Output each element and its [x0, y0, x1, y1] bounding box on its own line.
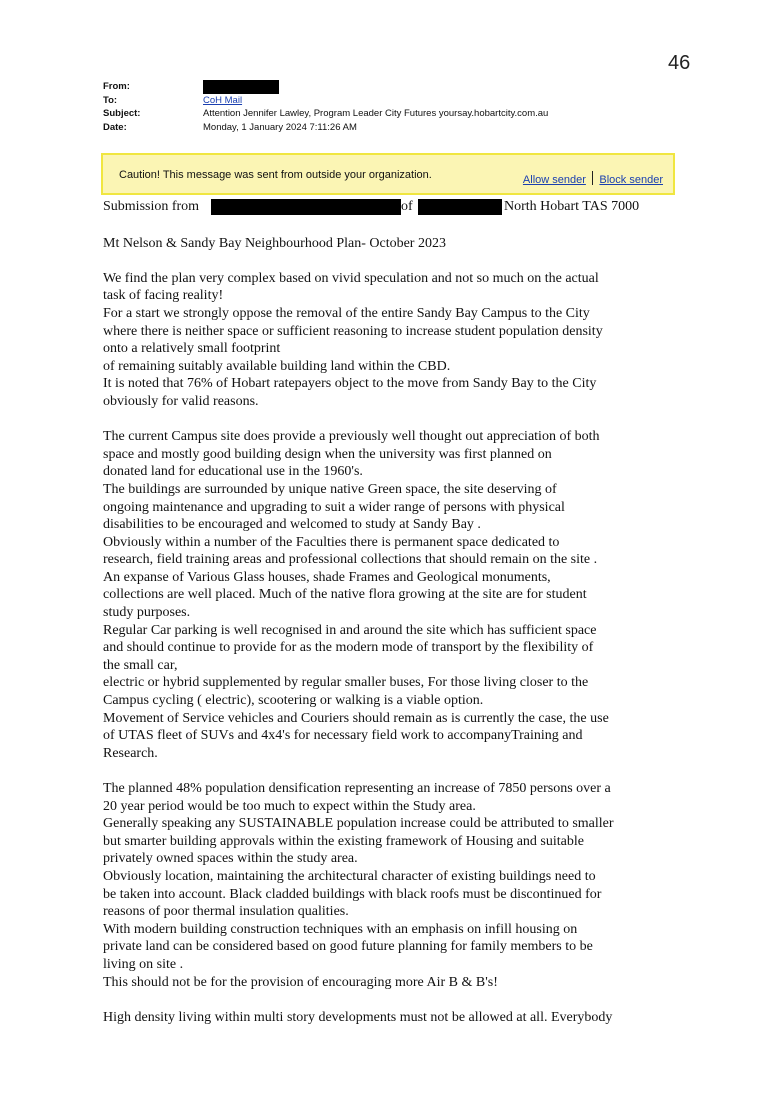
body-line: the small car, — [103, 657, 178, 673]
body-line: For a start we strongly oppose the removal of the entire Sandy Bay Campus to the City — [103, 305, 590, 321]
body-line: An expanse of Various Glass houses, shade Frames and Geological monuments, — [103, 569, 551, 585]
body-line: donated land for educational use in the 1960's. — [103, 464, 363, 480]
date-label: Date: — [103, 121, 127, 133]
body-paragraphs — [103, 270, 693, 1027]
caution-actions — [523, 171, 663, 186]
body-line: but smarter building approvals within the existing framework of Housing and suitable — [103, 833, 584, 849]
page-number: 46 — [668, 52, 691, 74]
body-line: onto a relatively small footprint — [103, 341, 281, 357]
redacted-sender — [203, 80, 279, 94]
body-line: The current Campus site does provide a previously well thought out appreciation of both — [103, 429, 600, 445]
to-recipient-link[interactable]: CoH Mail — [203, 94, 243, 106]
spacer — [103, 217, 693, 235]
body-line: be taken into account. Black cladded buildings with black roofs must be discontinued for — [103, 886, 602, 902]
to-label: To: — [103, 94, 118, 106]
paragraph-gap — [103, 762, 693, 780]
body-line: where there is neither space or sufficient reasoning to increase student population density — [103, 323, 603, 339]
body-line: reasons of poor thermal insulation qualities. — [103, 904, 349, 920]
body-line: High density living within multi story developments must not be allowed at all. Everybody — [103, 1009, 613, 1025]
body-line: of remaining suitably available building land within the CBD. — [103, 358, 451, 374]
body-line: private land can be considered based on good future planning for family members to be — [103, 939, 593, 955]
body-line: obviously for valid reasons. — [103, 393, 259, 409]
submission-line — [103, 197, 693, 217]
submission-of: of — [401, 199, 413, 214]
body-line: collections are well placed. Much of the native flora growing at the site are for student — [103, 587, 587, 603]
body-line: Obviously location, maintaining the architectural character of existing buildings need to — [103, 868, 596, 884]
body-line: study purposes. — [103, 605, 191, 621]
body-line: Movement of Service vehicles and Couriers should remain as is currently the case, the use — [103, 710, 609, 726]
redacted-address — [418, 199, 502, 215]
body-line: electric or hybrid supplemented by regular smaller buses, For those living closer to the — [103, 675, 589, 691]
submission-suburb: North Hobart TAS 7000 — [504, 199, 640, 214]
subject-value: Attention Jennifer Lawley, Program Leader City Futures yoursay.hobartcity.com.au — [203, 108, 549, 119]
body-line: living on site . — [103, 956, 184, 972]
caution-message: Caution! This message was sent from outside your organization. — [119, 169, 432, 181]
caution-banner — [101, 153, 675, 195]
body-line: With modern building construction techniques with an emphasis on infill housing on — [103, 921, 578, 937]
email-body — [103, 197, 693, 1026]
body-line: research, field training areas and professional collections that should remain on the site . — [103, 552, 598, 568]
body-line: 20 year period would be too much to expect within the Study area. — [103, 798, 476, 814]
body-line: task of facing reality! — [103, 288, 224, 304]
allow-sender-link[interactable]: Allow sender — [522, 174, 586, 186]
caution-divider — [592, 171, 594, 185]
body-line: disabilities to be encouraged and welcomed to study at Sandy Bay . — [103, 517, 481, 533]
body-line: and should continue to provide for as the modern mode of transport by the flexibility of — [103, 640, 594, 656]
spacer — [103, 252, 693, 270]
block-sender-link[interactable]: Block sender — [599, 174, 663, 186]
redacted-name — [211, 199, 401, 215]
body-line: privately owned spaces within the study area. — [103, 851, 358, 867]
body-line: It is noted that 76% of Hobart ratepayers object to the move from Sandy Bay to the City — [103, 376, 597, 392]
body-line: Regular Car parking is well recognised in and around the site which has sufficient space — [103, 622, 597, 638]
date-value: Monday, 1 January 2024 7:11:26 AM — [203, 121, 357, 133]
body-line: We find the plan very complex based on vivid speculation and not so much on the actual — [103, 270, 599, 286]
submission-prefix: Submission from — [103, 199, 200, 214]
paragraph-gap — [103, 991, 693, 1009]
subject-label: Subject: — [103, 108, 141, 119]
from-label: From: — [103, 81, 130, 92]
body-line: Generally speaking any SUSTAINABLE population increase could be attributed to smaller — [103, 816, 614, 832]
body-line: Campus cycling ( electric), scootering or walking is a viable option. — [103, 693, 484, 709]
body-line: ongoing maintenance and upgrading to suit a wider range of persons with physical — [103, 499, 565, 515]
body-line: The planned 48% population densification representing an increase of 7850 persons over a — [103, 781, 611, 796]
body-line: The buildings are surrounded by unique native Green space, the site deserving of — [103, 481, 557, 497]
body-line: of UTAS fleet of SUVs and 4x4's for necessary field work to accompanyTraining and — [103, 728, 583, 744]
body-line: This should not be for the provision of encouraging more Air B & B's! — [103, 974, 498, 990]
plan-title: Mt Nelson & Sandy Bay Neighbourhood Plan- October 2023 — [103, 235, 446, 251]
paragraph-gap — [103, 411, 693, 429]
body-line: space and mostly good building design when the university was first planned on — [103, 446, 552, 462]
body-line: Research. — [103, 745, 158, 761]
body-line: Obviously within a number of the Faculties there is permanent space dedicated to — [103, 534, 560, 550]
